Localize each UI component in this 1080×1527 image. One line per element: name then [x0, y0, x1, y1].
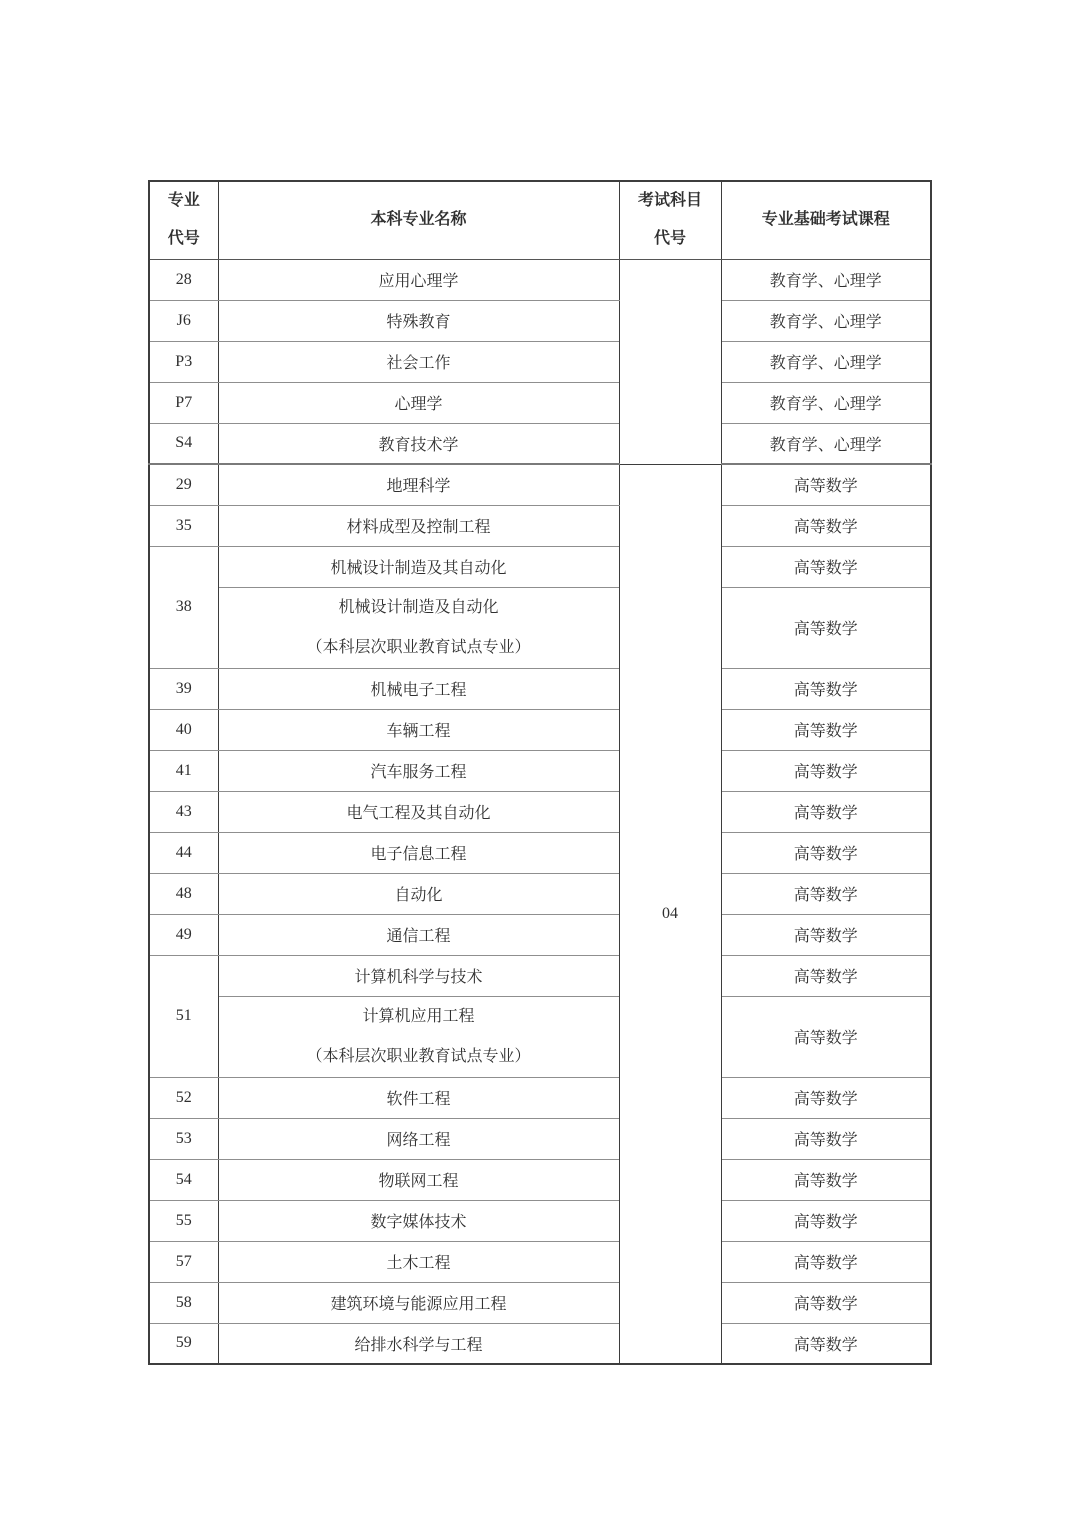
- table-row: [149, 791, 931, 832]
- major-code-cell: 39: [149, 668, 218, 709]
- major-name-cell: 汽车服务工程: [218, 750, 619, 791]
- major-name-cell: 软件工程: [218, 1077, 619, 1118]
- course-cell: 高等数学: [721, 464, 931, 505]
- major-exam-subject-table: [148, 180, 932, 1365]
- table-row: [149, 1077, 931, 1118]
- major-code-cell: 59: [149, 1323, 218, 1364]
- major-name-cell: 心理学: [218, 382, 619, 423]
- major-name-line: （本科层次职业教育试点专业）: [306, 638, 531, 656]
- table-row: [149, 423, 931, 464]
- major-name-cell: 机械设计制造及其自动化: [218, 546, 619, 587]
- major-name-line: 计算机应用工程: [362, 1007, 475, 1025]
- major-name-cell: 材料成型及控制工程: [218, 505, 619, 546]
- major-code-cell: 49: [149, 914, 218, 955]
- course-cell: 高等数学: [721, 832, 931, 873]
- major-code-cell: 58: [149, 1282, 218, 1323]
- course-cell: 高等数学: [721, 546, 931, 587]
- major-name-cell: 社会工作: [218, 341, 619, 382]
- header-line: 考试科目: [637, 192, 702, 210]
- header-major-code: [149, 181, 218, 259]
- table-row: [149, 382, 931, 423]
- table-row: [149, 996, 931, 1077]
- table-row: [149, 709, 931, 750]
- table-row: [149, 259, 931, 300]
- table-row: [149, 546, 931, 587]
- course-cell: 高等数学: [721, 1241, 931, 1282]
- course-cell: 高等数学: [721, 505, 931, 546]
- course-cell: 教育学、心理学: [721, 382, 931, 423]
- course-cell: 高等数学: [721, 914, 931, 955]
- major-name-cell: 数字媒体技术: [218, 1200, 619, 1241]
- course-cell: 高等数学: [721, 709, 931, 750]
- major-name-cell: 给排水科学与工程: [218, 1323, 619, 1364]
- exam-code-cell: 04: [619, 464, 721, 1364]
- table-row: [149, 464, 931, 505]
- major-name-cell: 计算机科学与技术: [218, 955, 619, 996]
- major-code-cell: 52: [149, 1077, 218, 1118]
- table-row: [149, 832, 931, 873]
- header-line: 代号: [167, 230, 200, 248]
- major-code-cell: 57: [149, 1241, 218, 1282]
- header-exam-subject-code: [619, 181, 721, 259]
- table-row: [149, 955, 931, 996]
- table-row: [149, 750, 931, 791]
- major-name-cell: [218, 587, 619, 668]
- table-row: [149, 914, 931, 955]
- major-code-cell: 28: [149, 259, 218, 300]
- course-cell: 教育学、心理学: [721, 300, 931, 341]
- table-row: [149, 873, 931, 914]
- table-row: [149, 1282, 931, 1323]
- course-cell: 教育学、心理学: [721, 341, 931, 382]
- major-code-cell: S4: [149, 423, 218, 464]
- table-row: [149, 668, 931, 709]
- course-cell: 高等数学: [721, 1323, 931, 1364]
- major-name-cell: 特殊教育: [218, 300, 619, 341]
- course-cell: 高等数学: [721, 1118, 931, 1159]
- course-cell: 教育学、心理学: [721, 259, 931, 300]
- major-name-cell: 地理科学: [218, 464, 619, 505]
- major-code-cell: 53: [149, 1118, 218, 1159]
- major-name-cell: 车辆工程: [218, 709, 619, 750]
- major-name-cell: 电气工程及其自动化: [218, 791, 619, 832]
- table-row: [149, 300, 931, 341]
- major-name-cell: 通信工程: [218, 914, 619, 955]
- course-cell: 高等数学: [721, 996, 931, 1077]
- table-row: [149, 341, 931, 382]
- table-header-row: [149, 181, 931, 259]
- major-code-cell: 40: [149, 709, 218, 750]
- table-row: [149, 1118, 931, 1159]
- course-cell: 高等数学: [721, 1282, 931, 1323]
- course-cell: 高等数学: [721, 587, 931, 668]
- major-name-cell: 物联网工程: [218, 1159, 619, 1200]
- course-cell: 高等数学: [721, 750, 931, 791]
- table-row: [149, 587, 931, 668]
- major-code-cell: J6: [149, 300, 218, 341]
- course-cell: 高等数学: [721, 791, 931, 832]
- major-code-cell: 51: [149, 955, 218, 1077]
- major-name-cell: 建筑环境与能源应用工程: [218, 1282, 619, 1323]
- major-name-line: （本科层次职业教育试点专业）: [306, 1047, 531, 1065]
- major-name-cell: 自动化: [218, 873, 619, 914]
- major-code-cell: 29: [149, 464, 218, 505]
- major-name-cell: 应用心理学: [218, 259, 619, 300]
- course-cell: 高等数学: [721, 873, 931, 914]
- header-major-name: 本科专业名称: [218, 181, 619, 259]
- table-row: [149, 1159, 931, 1200]
- major-code-cell: 43: [149, 791, 218, 832]
- header-line: 代号: [653, 230, 686, 248]
- major-name-cell: 机械电子工程: [218, 668, 619, 709]
- major-name-cell: [218, 996, 619, 1077]
- table-row: [149, 505, 931, 546]
- header-basic-exam-course: 专业基础考试课程: [721, 181, 931, 259]
- course-cell: 高等数学: [721, 1077, 931, 1118]
- major-code-cell: 48: [149, 873, 218, 914]
- major-code-cell: 44: [149, 832, 218, 873]
- course-cell: 教育学、心理学: [721, 423, 931, 464]
- table-row: [149, 1323, 931, 1364]
- major-code-cell: P3: [149, 341, 218, 382]
- major-code-cell: 35: [149, 505, 218, 546]
- major-name-cell: 土木工程: [218, 1241, 619, 1282]
- header-line: 专业: [167, 192, 200, 210]
- table-row: [149, 1200, 931, 1241]
- major-name-cell: 教育技术学: [218, 423, 619, 464]
- major-code-cell: 55: [149, 1200, 218, 1241]
- major-code-cell: 54: [149, 1159, 218, 1200]
- major-code-cell: 38: [149, 546, 218, 668]
- major-name-line: 机械设计制造及自动化: [338, 598, 499, 616]
- course-cell: 高等数学: [721, 668, 931, 709]
- course-cell: 高等数学: [721, 1159, 931, 1200]
- major-code-cell: P7: [149, 382, 218, 423]
- course-cell: 高等数学: [721, 955, 931, 996]
- exam-code-cell: [619, 259, 721, 464]
- major-code-cell: 41: [149, 750, 218, 791]
- major-name-cell: 网络工程: [218, 1118, 619, 1159]
- table-row: [149, 1241, 931, 1282]
- major-name-cell: 电子信息工程: [218, 832, 619, 873]
- course-cell: 高等数学: [721, 1200, 931, 1241]
